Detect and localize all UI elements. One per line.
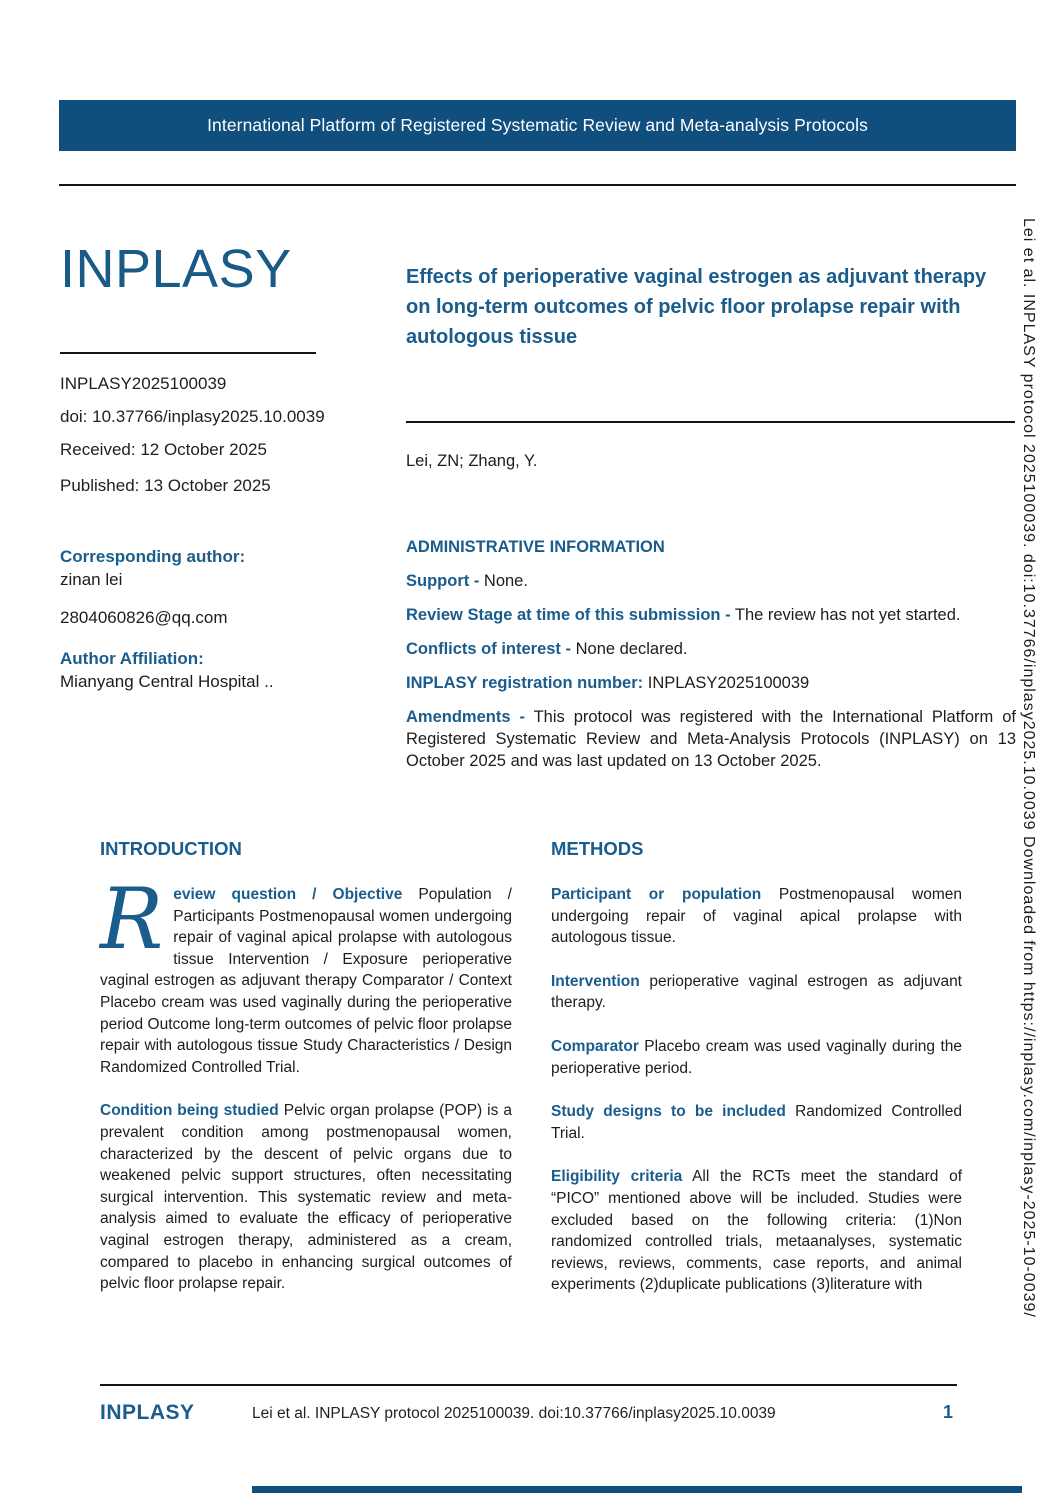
authors-line: Lei, ZN; Zhang, Y. <box>406 452 538 470</box>
introduction-column <box>100 838 512 1317</box>
administrative-information <box>406 536 1016 784</box>
masthead-meta <box>60 374 325 509</box>
methods-column <box>551 838 962 1318</box>
corresponding-author-label: Corresponding author: <box>60 547 246 566</box>
admin-item-text: None. <box>479 572 528 590</box>
paragraph-text: Randomized Controlled Trial. <box>551 1103 962 1142</box>
corresponding-author-block <box>60 545 274 693</box>
study-designs-paragraph <box>551 1101 962 1144</box>
admin-item-text: INPLASY2025100039 <box>643 674 810 692</box>
drop-cap: R <box>100 870 164 968</box>
admin-item-label: INPLASY registration number: <box>406 674 644 692</box>
admin-heading: ADMINISTRATIVE INFORMATION <box>406 538 665 556</box>
paragraph-text: All the RCTs meet the standard of “PICO” mentioned above will be included. Studies were excluded based on the following criteria: (1)Non randomized controlled trials, metaanalyses, systematic reviews, reviews, comments, case reports, and animal experiments (2)duplicate publications (3)literature with <box>551 1168 962 1294</box>
intervention-paragraph <box>551 971 962 1014</box>
footer-logo: INPLASY <box>100 1401 195 1424</box>
paragraph-text: Population / Participants Postmenopausal women undergoing repair of vaginal apical prolapse with autologous tissue Intervention / Exposure perioperative vaginal estrogen as adjuvant therapy Comparator / Context Placebo cream was used vaginally during the perioperative period Outcome long-term outcomes of pelvic floor prolapse repair with autologous tissue Study Characteristics / Design Randomized Controlled Trial. <box>100 886 512 1076</box>
doi-line: doi: 10.37766/inplasy2025.10.0039 <box>60 407 325 426</box>
divider-logo <box>60 352 316 354</box>
inplasy-logo: INPLASY <box>60 239 292 299</box>
methods-heading: METHODS <box>551 838 644 859</box>
admin-item-support <box>406 570 1016 592</box>
spacer <box>60 591 274 606</box>
bottom-blue-bar <box>252 1486 1022 1493</box>
participant-paragraph <box>551 884 962 949</box>
corresponding-author-name: zinan lei <box>60 570 123 589</box>
admin-item-label: Amendments - <box>406 708 525 726</box>
paragraph-lead: Eligibility criteria <box>551 1168 683 1186</box>
admin-item-label: Conflicts of interest - <box>406 640 572 658</box>
paragraph-lead: eview question / Objective <box>173 886 403 903</box>
received-date: Received: 12 October 2025 <box>60 440 267 459</box>
footer-citation: Lei et al. INPLASY protocol 2025100039. doi:10.37766/inplasy2025.10.0039 <box>252 1405 776 1422</box>
divider-top <box>59 184 1016 186</box>
affiliation: Mianyang Central Hospital .. <box>60 672 274 691</box>
paragraph-lead: Participant or population <box>551 886 762 903</box>
admin-item-label: Review Stage at time of this submission - <box>406 606 731 624</box>
paragraph-text: Postmenopausal women undergoing repair of vaginal apical prolapse with autologous tissue. <box>551 886 962 947</box>
article-title: Effects of perioperative vaginal estrogen as adjuvant therapy on long-term outcomes of pelvic floor prolapse repair with autologous tissue <box>406 266 987 348</box>
admin-item-registration-number <box>406 672 1016 694</box>
admin-item-text: This protocol was registered with the International Platform of Registered Systematic Review and Meta-Analysis Protocols (INPLASY) on 13 October 2025 and was last updated on 13 October 2025. <box>406 708 1016 770</box>
page-number: 1 <box>942 1402 953 1422</box>
divider-title <box>406 421 1015 423</box>
paragraph-text: Pelvic organ prolapse (POP) is a prevalent condition among postmenopausal women, characterized by the descent of pelvic organs due to weakened pelvic support structures, often necessitating surgical intervention. This systematic review and meta-analysis aimed to evaluate the efficacy of perioperative vaginal estrogen therapy, administered as a cream, compared to placebo in enhancing surgical outcomes of pelvic floor prolapse repair. <box>100 1102 512 1293</box>
review-question-paragraph <box>100 870 512 1078</box>
paragraph-lead: Condition being studied <box>100 1102 279 1120</box>
affiliation-label: Author Affiliation: <box>60 649 204 668</box>
banner-text: International Platform of Registered Systematic Review and Meta-analysis Protocols <box>207 115 868 135</box>
corresponding-author-email: 2804060826@qq.com <box>60 608 228 627</box>
comparator-paragraph <box>551 1036 962 1079</box>
admin-item-conflicts <box>406 638 1016 660</box>
divider-footer <box>100 1384 957 1386</box>
admin-item-text: The review has not yet started. <box>730 606 961 624</box>
eligibility-criteria-paragraph <box>551 1166 962 1296</box>
registration-id: INPLASY2025100039 <box>60 374 227 393</box>
introduction-heading: INTRODUCTION <box>100 838 242 859</box>
admin-item-label: Support - <box>406 572 480 590</box>
paragraph-text: Placebo cream was used vaginally during the perioperative period. <box>551 1037 962 1077</box>
admin-item-review-stage <box>406 604 1016 626</box>
page-footer <box>100 1398 957 1438</box>
paragraph-lead: Intervention <box>551 972 640 990</box>
published-date: Published: 13 October 2025 <box>60 476 271 495</box>
paragraph-lead: Comparator <box>551 1037 639 1055</box>
admin-item-amendments <box>406 706 1016 772</box>
spacer <box>60 629 274 647</box>
condition-being-studied-paragraph <box>100 1100 512 1294</box>
paragraph-text: perioperative vaginal estrogen as adjuvant therapy. <box>551 972 962 1012</box>
rotated-citation-sidebar: Lei et al. INPLASY protocol 2025100039. doi:10.37766/inplasy2025.10.0039 Downloaded from https://inplasy.com/inplasy-2025-10-0039/ <box>1020 218 1037 1318</box>
top-banner <box>59 100 1016 151</box>
paragraph-lead: Study designs to be included <box>551 1103 786 1121</box>
admin-item-text: None declared. <box>571 640 688 658</box>
